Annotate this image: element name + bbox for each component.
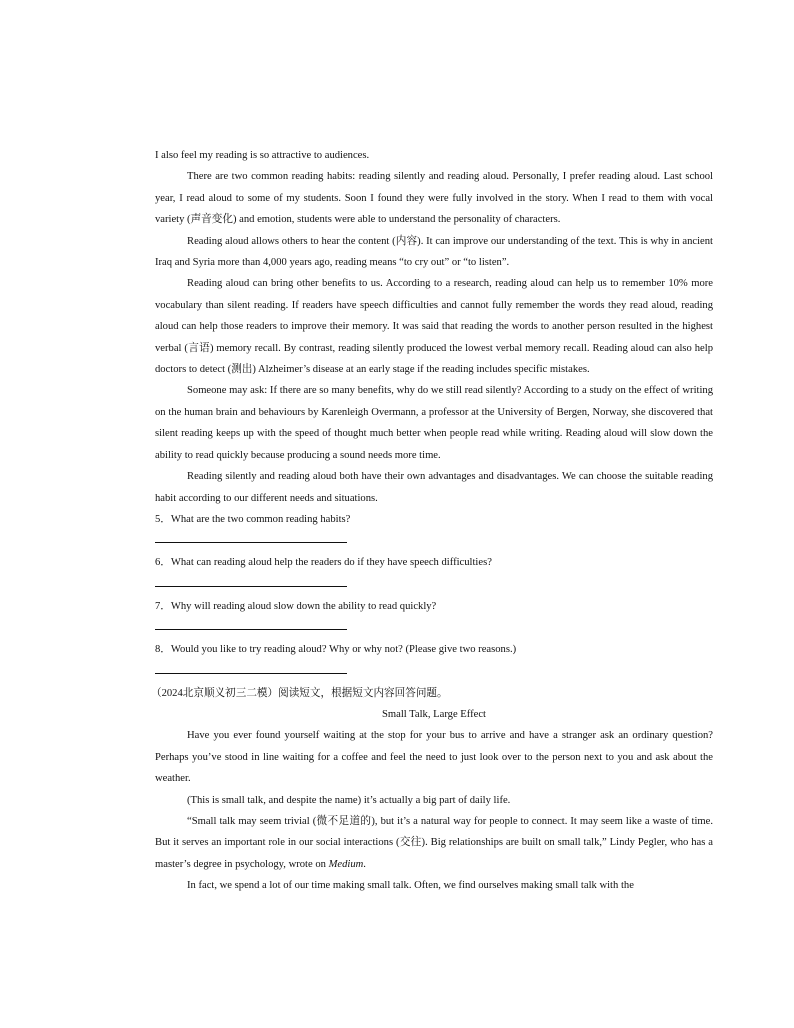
medium-name: Medium <box>328 858 364 870</box>
quote-end: . <box>363 858 366 870</box>
passage2-paragraph-1: Have you ever found yourself waiting at the stop for your bus to arrive and have a stranger ask an ordinary question? Perhaps you’ve stood in line waiting for a coffee and feel the need to just look over to the person next to you and ask about the weather. <box>155 730 713 785</box>
quote-text: “Small talk may seem trivial (微不足道的), but it’s a natural way for people to connect. It may seem like a waste of time. But it serves an important role in our social interactions (交往). Big relationships are built on small talk,” Lindy Pegler, who has a master’s degree in psychology, wrote on <box>155 815 713 870</box>
passage1-line0: I also feel my reading is so attractive to audiences. <box>155 150 370 161</box>
question-5: 5．What are the two common reading habits? <box>155 513 351 525</box>
passage1-paragraph-4: Someone may ask: If there are so many benefits, why do we still read silently? According to a study on the effect of writing on the human brain and behaviours by Karenleigh Overmann, a professor at the University of Bergen, Norway, she discovered that silent reading keeps up with the speed of thought much better when people read while writing. Reading aloud will slow down the ability to read quickly because producing a sound needs more time. <box>155 385 713 461</box>
passage2-paragraph-4: In fact, we spend a lot of our time making small talk. Often, we find ourselves making small talk with the <box>187 880 634 892</box>
passage1-paragraph-3: Reading aloud can bring other benefits to us. According to a research, reading aloud can help us to remember 10% more vocabulary than silent reading. If readers have speech difficulties and cannot fully remember the words they read aloud, reading aloud can help those readers to improve their memory. It was said that reading the words to another person resulted in the highest verbal (言语) memory recall. By contrast, reading silently produced the lowest verbal memory recall. Reading aloud can also help doctors to detect (测出) Alzheimer’s disease at an early stage if the reading includes specific mistakes. <box>155 278 713 376</box>
answer-line-8[interactable] <box>155 661 347 674</box>
question-7: 7．Why will reading aloud slow down the ability to read quickly? <box>155 600 437 612</box>
passage2-paragraph-2: (This is small talk, and despite the name) it’s actually a big part of daily life. <box>187 794 511 806</box>
passage2-paragraph-3 <box>155 811 713 875</box>
document-page <box>151 145 713 897</box>
answer-line-7[interactable] <box>155 617 347 630</box>
passage1-paragraph-1: There are two common reading habits: reading silently and reading aloud. Personally, I prefer reading aloud. Last school year, I read aloud to some of my students. Soon I found they were fully involved in the story. When I read to them with vocal variety (声音变化) and emotion, students were able to understand the personality of characters. <box>155 171 713 226</box>
passage1-paragraph-5: Reading silently and reading aloud both have their own advantages and disadvantages. We can choose the suitable reading habit according to our different needs and situations. <box>155 471 713 504</box>
question-6: 6．What can reading aloud help the readers do if they have speech difficulties? <box>155 557 492 569</box>
passage2-source: （2024北京顺义初三二模）阅读短文，根据短文内容回答问题。 <box>151 687 448 699</box>
question-8: 8．Would you like to try reading aloud? Why or why not? (Please give two reasons.) <box>155 644 517 656</box>
answer-line-5[interactable] <box>155 530 347 543</box>
passage1-paragraph-2: Reading aloud allows others to hear the content (内容). It can improve our understanding of the text. This is why in ancient Iraq and Syria more than 4,000 years ago, reading means “to cry out” or “to listen”. <box>155 235 713 269</box>
passage2-title: Small Talk, Large Effect <box>382 708 486 720</box>
answer-line-6[interactable] <box>155 574 347 587</box>
